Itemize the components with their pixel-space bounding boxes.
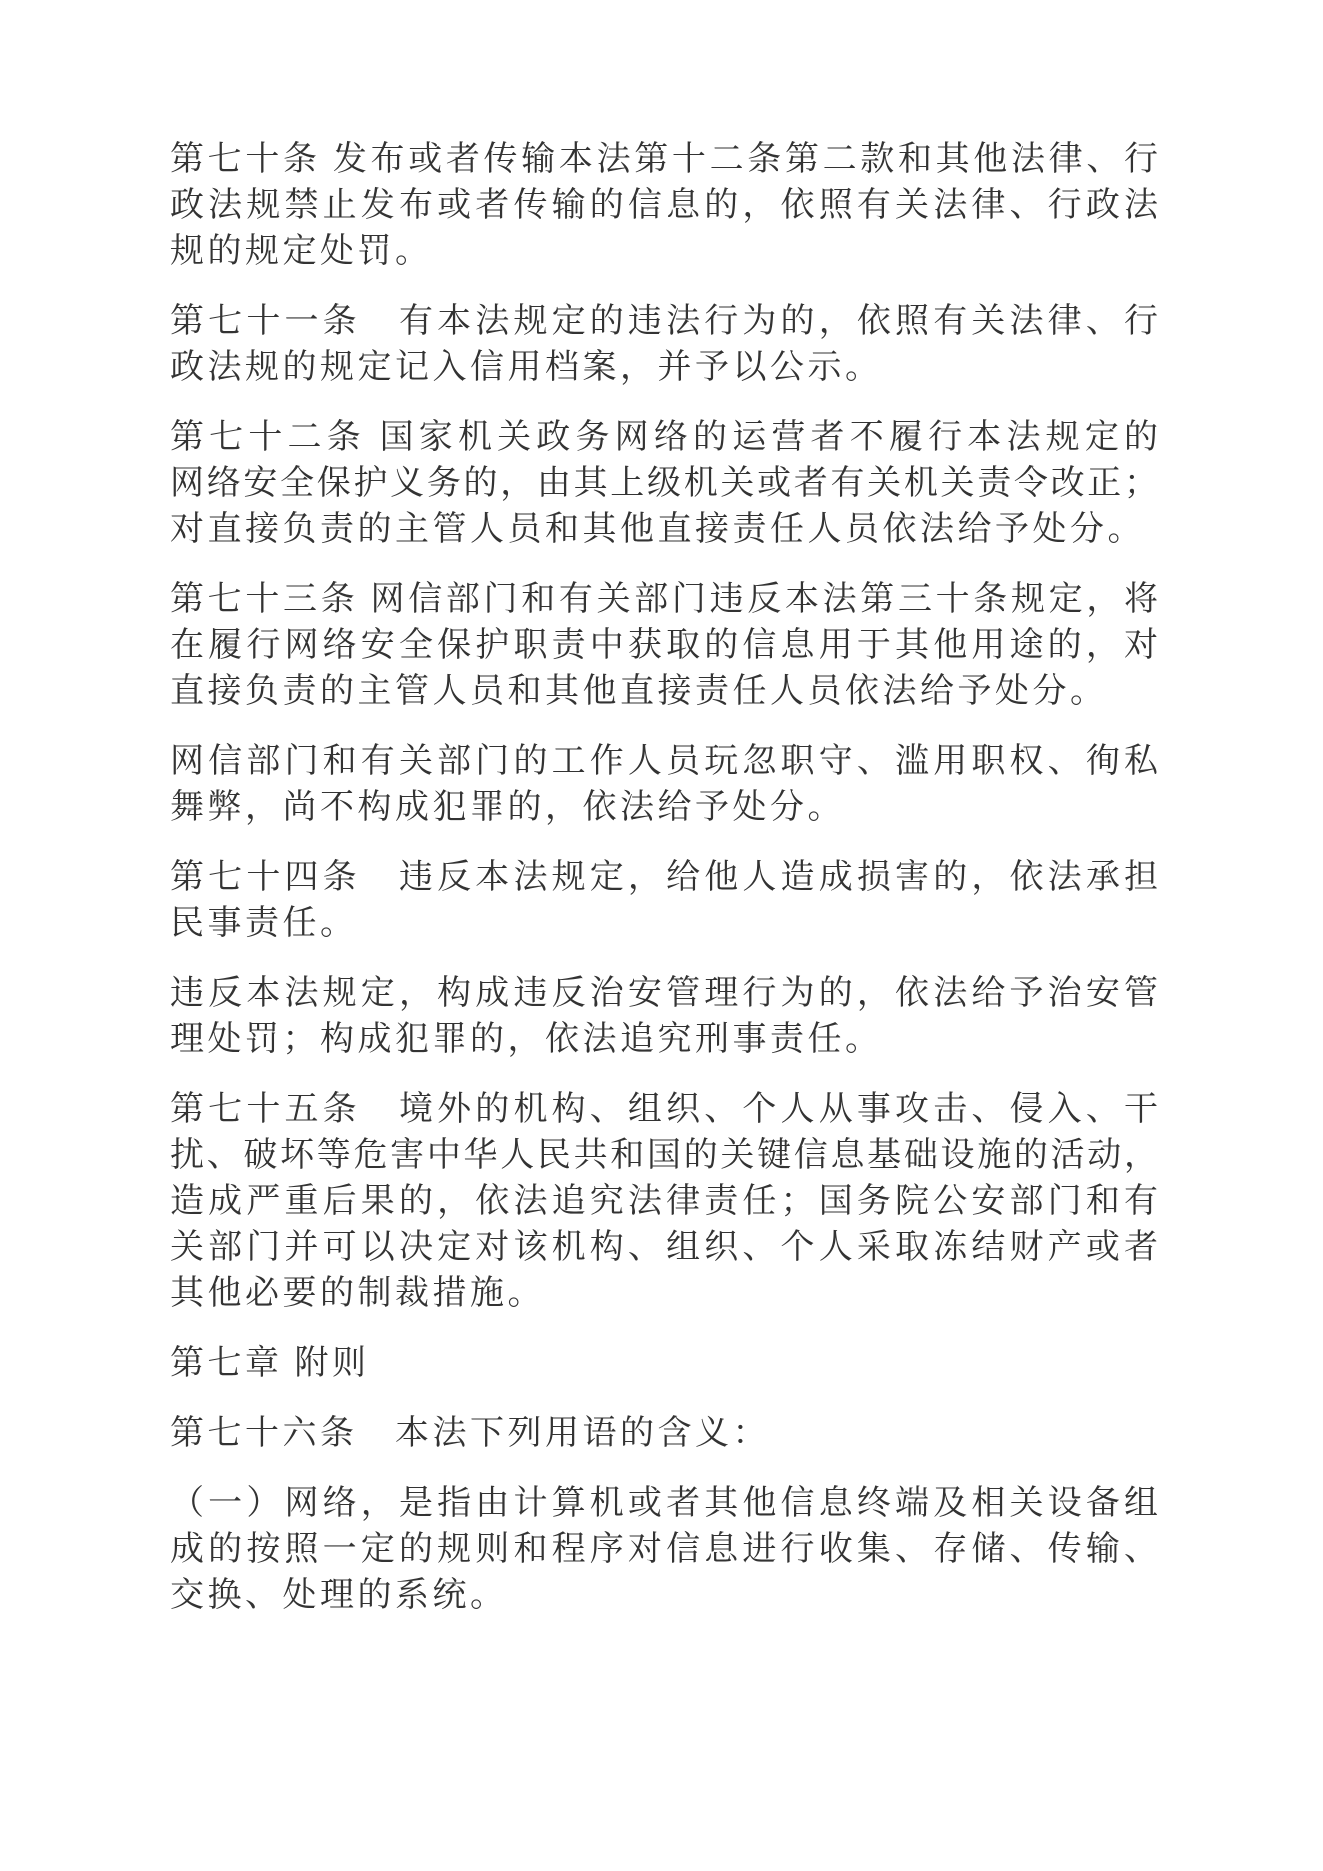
legal-paragraph — [170, 1411, 1158, 1457]
text-line: 第七十三条 网信部门和有关部门违反本法第三十条规定，将 — [170, 581, 1158, 618]
legal-paragraph — [170, 1481, 1158, 1619]
legal-paragraph — [170, 415, 1158, 553]
text-line: 第七十条 发布或者传输本法第十二条第二款和其他法律、行 — [170, 141, 1158, 178]
text-line: 网络安全保护义务的，由其上级机关或者有关机关责令改正； — [170, 465, 1158, 502]
text-line: 其他必要的制裁措施。 — [170, 1275, 545, 1312]
legal-paragraph — [170, 855, 1158, 947]
text-line: 成的按照一定的规则和程序对信息进行收集、存储、传输、 — [170, 1531, 1158, 1568]
legal-paragraph — [170, 1087, 1158, 1317]
text-line: 民事责任。 — [170, 905, 358, 942]
text-line: 造成严重后果的，依法追究法律责任；国务院公安部门和有 — [170, 1183, 1158, 1220]
text-line: 第七十一条 有本法规定的违法行为的，依照有关法律、行 — [170, 303, 1158, 340]
text-line: 政法规禁止发布或者传输的信息的，依照有关法律、行政法 — [170, 187, 1158, 224]
text-line: 违反本法规定，构成违反治安管理行为的，依法给予治安管 — [170, 975, 1158, 1012]
text-block — [170, 137, 1158, 1643]
text-line: 第七章 附则 — [170, 1345, 370, 1382]
text-line: 舞弊，尚不构成犯罪的，依法给予处分。 — [170, 789, 845, 826]
legal-paragraph — [170, 971, 1158, 1063]
text-line: 第七十四条 违反本法规定，给他人造成损害的，依法承担 — [170, 859, 1158, 896]
text-line: 关部门并可以决定对该机构、组织、个人采取冻结财产或者 — [170, 1229, 1158, 1266]
legal-paragraph — [170, 137, 1158, 275]
text-line: 第七十六条 本法下列用语的含义： — [170, 1415, 770, 1452]
text-line: 网信部门和有关部门的工作人员玩忽职守、滥用职权、徇私 — [170, 743, 1158, 780]
text-line: 在履行网络安全保护职责中获取的信息用于其他用途的，对 — [170, 627, 1158, 664]
text-line: 规的规定处罚。 — [170, 233, 433, 270]
text-line: 第七十五条 境外的机构、组织、个人从事攻击、侵入、干 — [170, 1091, 1158, 1128]
legal-paragraph — [170, 1341, 1158, 1387]
text-line: 对直接负责的主管人员和其他直接责任人员依法给予处分。 — [170, 511, 1145, 548]
text-line: 第七十二条 国家机关政务网络的运营者不履行本法规定的 — [170, 419, 1158, 456]
text-line: 扰、破坏等危害中华人民共和国的关键信息基础设施的活动， — [170, 1137, 1158, 1174]
text-line: 交换、处理的系统。 — [170, 1577, 508, 1614]
text-line: 直接负责的主管人员和其他直接责任人员依法给予处分。 — [170, 673, 1108, 710]
legal-paragraph — [170, 577, 1158, 715]
legal-paragraph — [170, 739, 1158, 831]
text-line: （一）网络，是指由计算机或者其他信息终端及相关设备组 — [170, 1485, 1158, 1522]
text-line: 政法规的规定记入信用档案，并予以公示。 — [170, 349, 883, 386]
legal-paragraph — [170, 299, 1158, 391]
text-line: 理处罚；构成犯罪的，依法追究刑事责任。 — [170, 1021, 883, 1058]
